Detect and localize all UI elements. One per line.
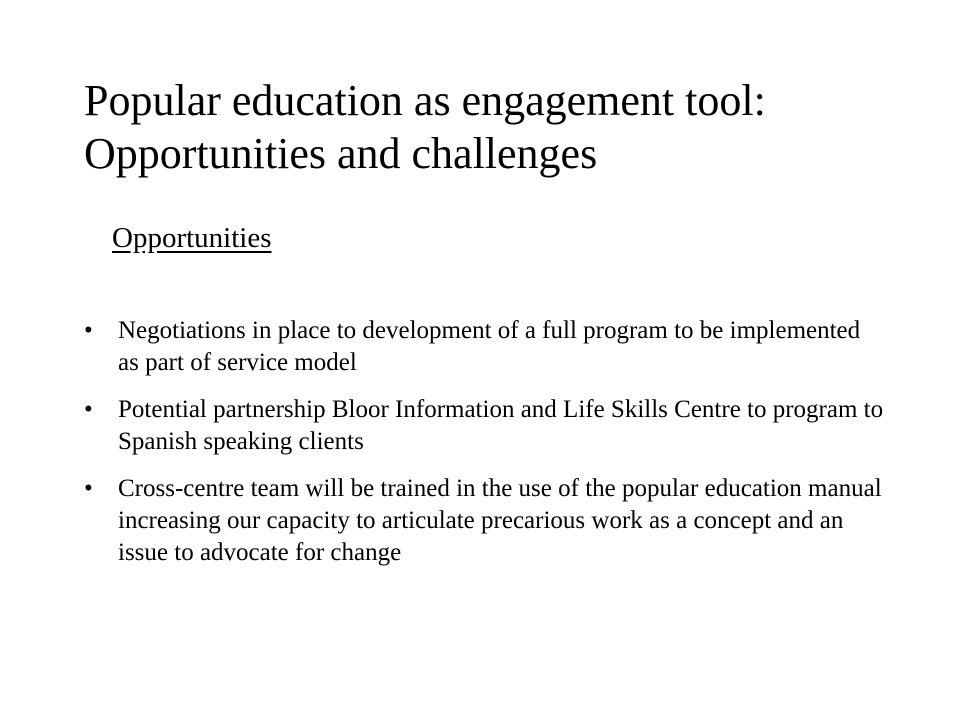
slide-title: Popular education as engagement tool: Opportunities and challenges [84,76,766,178]
bullet-icon: • [84,475,93,502]
bullet-text: Negotiations in place to development of a full program to be implemented as part of service model [118,317,861,376]
bullet-icon: • [84,396,93,423]
bullet-item [84,473,884,569]
bullet-icon: • [84,317,93,344]
bullet-text: Cross-centre team will be trained in the use of the popular education manual increasing our capacity to articulate precarious work as a concept and an issue to advocate for change [118,475,882,566]
bullet-text: Potential partnership Bloor Information and Life Skills Centre to program to Spanish speaking clients [118,396,884,455]
bullet-item [84,315,884,379]
section-heading-opportunities: Opportunities [112,222,272,254]
bullet-item [84,394,884,458]
bullet-list [84,315,884,584]
